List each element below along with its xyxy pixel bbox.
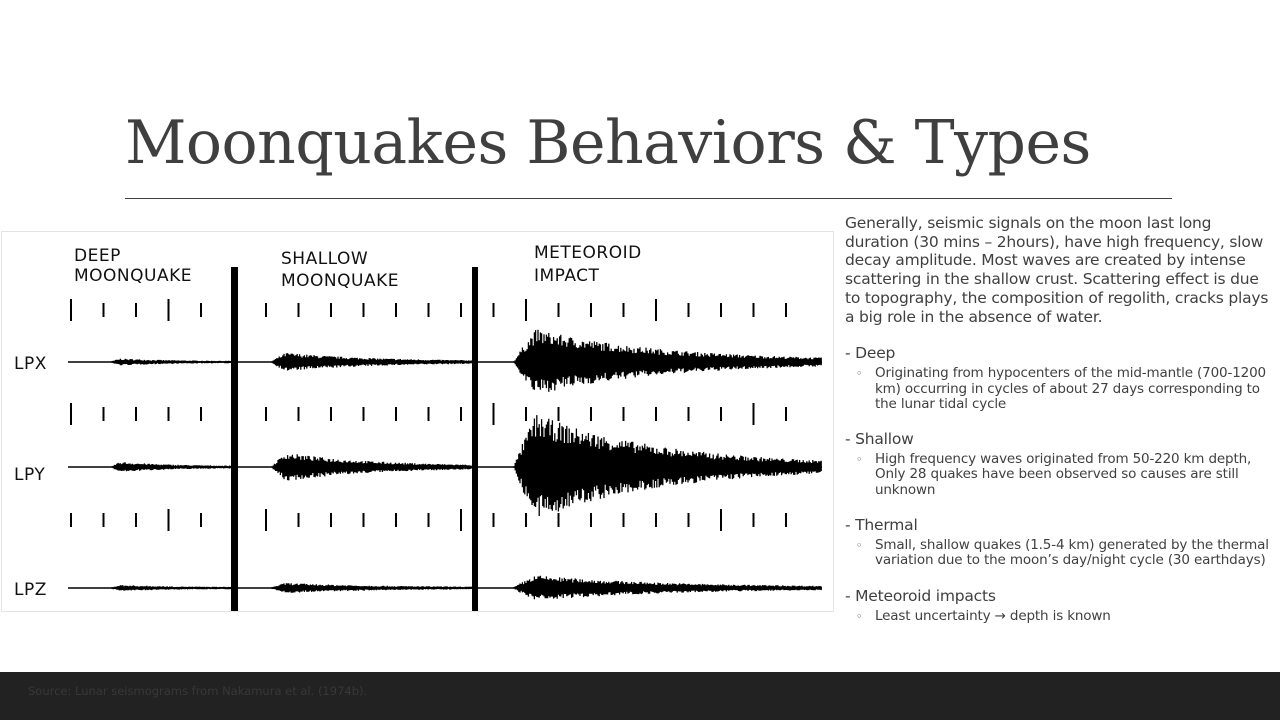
shallow-label-line1: SHALLOW [281,249,369,269]
section-shallow [845,430,1270,498]
time-tick [168,509,170,531]
time-tick [753,403,755,425]
time-tick [525,407,527,421]
time-tick [785,407,787,421]
section-thermal [845,516,1270,569]
time-tick [720,509,722,531]
time-tick [298,303,300,317]
section-heading: - Thermal [845,516,918,534]
channel-label-lpz: LPZ [14,580,47,600]
time-tick [428,303,430,317]
time-tick [688,303,690,317]
time-tick [70,403,72,425]
section-meteoroid [845,587,1270,624]
time-tick [460,303,462,317]
text-content [845,214,1270,642]
section-bullet [845,366,1270,412]
seismic-waveform [272,353,471,370]
time-tick [265,407,267,421]
time-tick [785,513,787,527]
time-tick [720,303,722,317]
seismic-waveform [514,415,821,516]
time-tick [655,407,657,421]
seismic-waveform [112,585,231,591]
time-tick [460,407,462,421]
seismic-waveform [272,583,471,593]
section-bullet [845,538,1270,569]
time-tick [363,303,365,317]
slide-title: Moonquakes Behaviors & Types [125,108,1091,178]
section-bullet [845,452,1270,498]
time-tick [298,407,300,421]
time-tick [720,407,722,421]
time-tick [265,509,267,531]
bullet-marker: ◦ [856,609,863,623]
time-tick [135,303,137,317]
channel-label-lpx: LPX [14,354,47,374]
time-tick [103,513,105,527]
section-heading: - Meteoroid impacts [845,586,996,605]
seismic-waveform [112,359,231,366]
time-tick [103,407,105,421]
time-tick [623,513,625,527]
bullet-text: Originating from hypocenters of the mid-mantle (700-1200 km) occurring in cycles of about 27 days corresponding to the lunar tidal cycle [875,365,1266,412]
time-tick [70,513,72,527]
source-caption: Source: Lunar seismograms from Nakamura et al. (1974b). [28,684,368,698]
time-tick [460,509,462,531]
time-tick [525,299,527,321]
title-divider [125,198,1172,199]
time-tick [103,303,105,317]
shallow-label-line2: MOONQUAKE [281,271,399,291]
bullet-text: High frequency waves originated from 50-220 km depth, Only 28 quakes have been observed so causes are still unknown [875,451,1252,498]
seismic-waveform [272,454,471,480]
time-tick [200,407,202,421]
time-tick [135,513,137,527]
time-tick [168,299,170,321]
section-deep [845,344,1270,412]
time-tick [363,407,365,421]
impact-label-line2: IMPACT [534,266,600,286]
time-tick [558,303,560,317]
section-heading: - Deep [845,344,896,363]
time-tick [688,407,690,421]
time-tick [590,407,592,421]
time-tick [493,513,495,527]
time-tick [525,513,527,527]
time-tick [753,303,755,317]
time-tick [298,513,300,527]
time-tick [395,513,397,527]
time-tick [623,407,625,421]
section-heading: - Shallow [845,430,914,449]
time-tick [493,303,495,317]
time-tick [363,513,365,527]
time-tick [200,513,202,527]
bullet-marker: ◦ [856,453,863,467]
seismic-waveform [514,576,821,599]
time-tick [168,407,170,421]
channel-label-lpy: LPY [14,465,46,485]
time-tick [753,513,755,527]
intro-paragraph: Generally, seismic signals on the moon last long duration (30 mins – 2hours), have high frequency, slow decay amplitude. Most waves are created by intense scattering in the shallow crust. Scattering effect is due to topography, the composition of regolith, cracks plays a big role in the absence of water. [845,214,1269,326]
time-tick [428,407,430,421]
bullet-marker: ◦ [856,367,863,381]
impact-label-line1: METEOROID [534,243,642,263]
time-tick [265,303,267,317]
bullet-text: Least uncertainty → depth is known [875,607,1111,624]
time-tick [558,407,560,421]
time-tick [655,513,657,527]
seismic-waveform [514,330,821,392]
seismic-waveform [112,462,231,471]
time-tick [330,407,332,421]
seismogram-image [2,232,833,611]
time-tick [200,303,202,317]
time-tick [688,513,690,527]
time-tick [655,299,657,321]
seismogram-traces [68,267,822,611]
time-tick [330,303,332,317]
event-separator [472,267,478,611]
time-tick [395,407,397,421]
deep-label-line2: MOONQUAKE [74,266,192,286]
time-tick [395,303,397,317]
deep-label-line1: DEEP [74,246,121,266]
bullet-text: Small, shallow quakes (1.5-4 km) generated by the thermal variation due to the moon’s day/night cycle (30 earthdays) [875,537,1269,569]
time-tick [493,403,495,425]
time-tick [70,299,72,321]
time-tick [558,513,560,527]
time-tick [135,407,137,421]
time-tick [330,513,332,527]
section-bullet [845,609,1270,624]
bullet-marker: ◦ [856,539,863,552]
time-tick [785,303,787,317]
time-tick [428,513,430,527]
time-tick [590,303,592,317]
time-tick [623,303,625,317]
seismogram-figure [1,231,834,612]
time-tick [590,513,592,527]
event-separator [231,267,238,611]
footer-bar [0,672,1280,720]
